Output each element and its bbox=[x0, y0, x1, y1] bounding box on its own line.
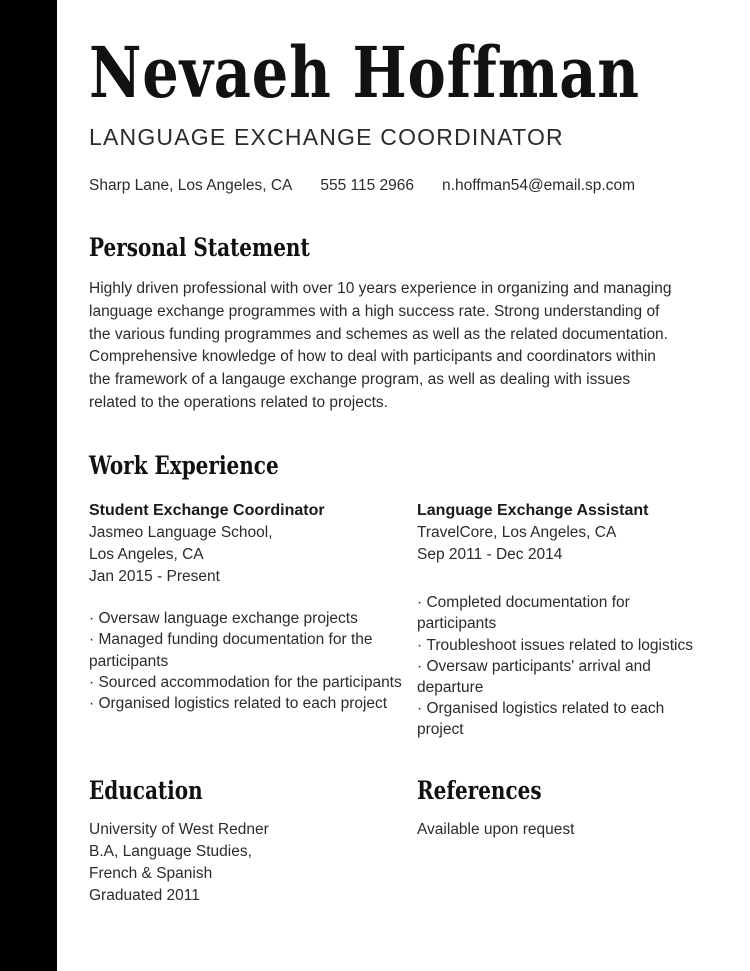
job-1-bullet: · Oversaw language exchange projects bbox=[89, 608, 417, 629]
candidate-job-title: LANGUAGE EXCHANGE COORDINATOR bbox=[89, 124, 564, 150]
personal-statement-section bbox=[89, 195, 706, 415]
job-entry-2 bbox=[417, 500, 706, 740]
work-experience-section bbox=[89, 415, 706, 740]
education-section bbox=[89, 776, 417, 907]
job-2-bullet: · Organised logistics related to each project bbox=[417, 698, 706, 740]
education-details bbox=[89, 805, 417, 907]
job-2-bullets bbox=[417, 566, 706, 740]
resume-content bbox=[89, 0, 706, 971]
job-1-bullet: · Sourced accommodation for the participants bbox=[89, 672, 417, 693]
candidate-name: Nevaeh Hoffman bbox=[89, 31, 640, 114]
job-2-bullet: · Troubleshoot issues related to logistics bbox=[417, 635, 706, 656]
references-body: Available upon request bbox=[417, 820, 575, 838]
contact-phone: 555 115 2966 bbox=[320, 177, 415, 194]
left-accent-bar bbox=[0, 0, 57, 971]
references-heading: References bbox=[417, 775, 542, 805]
education-subjects: French & Spanish bbox=[89, 864, 213, 882]
contact-address: Sharp Lane, Los Angeles, CA bbox=[89, 177, 293, 194]
job-entry-1 bbox=[89, 500, 417, 740]
education-heading: Education bbox=[89, 775, 203, 805]
job-1-company: Jasmeo Language School, bbox=[89, 524, 273, 542]
education-degree: B.A, Language Studies, bbox=[89, 842, 252, 860]
personal-statement-body: Highly driven professional with over 10 years experience in organizing and managing language exchange programmes with a high success rate. Strong understanding of the various funding programmes and schemes as well as the related documentation. Comprehensive knowledge of how to deal with participants and coordinators within the framework of a langauge exchange program, as well as dealing with issues related to the operations related to projects. bbox=[89, 280, 672, 411]
job-1-title: Student Exchange Coordinator bbox=[89, 501, 325, 519]
job-1-location: Los Angeles, CA bbox=[89, 546, 204, 564]
bottom-sections bbox=[89, 740, 706, 907]
job-2-dates: Sep 2011 - Dec 2014 bbox=[417, 546, 563, 564]
job-2-title: Language Exchange Assistant bbox=[417, 501, 649, 519]
header-block bbox=[89, 0, 706, 195]
references-details bbox=[417, 805, 706, 841]
contact-email[interactable]: n.hoffman54@email.sp.com bbox=[442, 177, 635, 194]
contact-row bbox=[89, 151, 706, 195]
education-graduation: Graduated 2011 bbox=[89, 886, 200, 904]
work-experience-columns bbox=[89, 480, 706, 740]
job-2-bullet: · Completed documentation for participants bbox=[417, 592, 706, 634]
job-1-bullet: · Organised logistics related to each project bbox=[89, 693, 417, 714]
job-2-company: TravelCore, Los Angeles, CA bbox=[417, 524, 617, 542]
job-1-dates: Jan 2015 - Present bbox=[89, 568, 220, 586]
bottom-columns bbox=[89, 776, 706, 907]
education-institution: University of West Redner bbox=[89, 820, 269, 838]
personal-statement-heading: Personal Statement bbox=[89, 233, 310, 262]
references-section bbox=[417, 776, 706, 907]
job-1-bullets bbox=[89, 588, 417, 713]
job-1-bullet: · Managed funding documentation for the participants bbox=[89, 629, 417, 671]
work-experience-heading: Work Experience bbox=[89, 450, 279, 480]
job-2-bullet: · Oversaw participants' arrival and departure bbox=[417, 656, 706, 698]
